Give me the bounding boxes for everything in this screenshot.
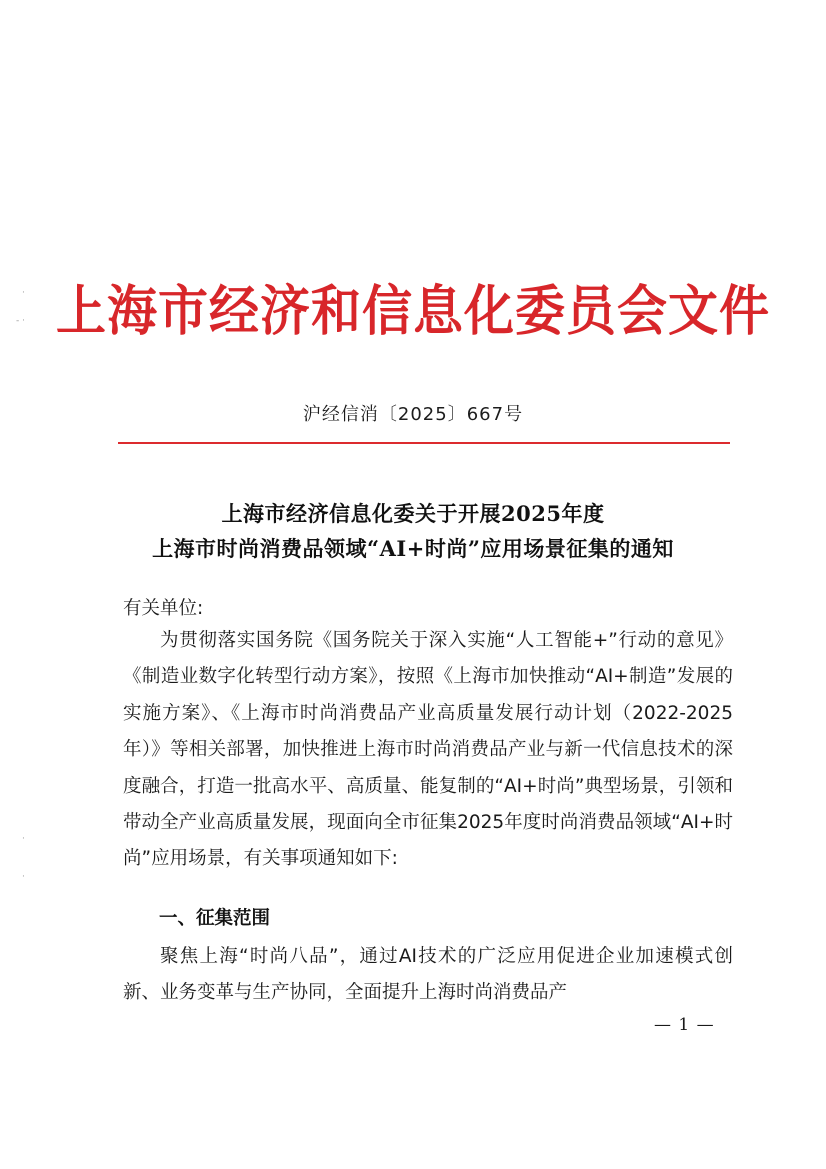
document-number: 沪经信消〔2025〕667号 xyxy=(302,404,524,425)
scan-mark: · xyxy=(22,288,25,298)
scan-mark: · xyxy=(22,872,25,882)
scan-mark: - · xyxy=(16,316,25,326)
addressee: 有关单位: xyxy=(123,598,204,619)
body-paragraph-scope: 聚焦上海“时尚八品”，通过AI技术的广泛应用促进企业加速模式创新、业务变革与生产协同，全面提升上海时尚消费品产 xyxy=(123,946,733,1004)
page-number: — 1 — xyxy=(654,1015,715,1035)
section-heading: 一、征集范围 xyxy=(159,908,271,929)
document-title-line-2: 上海市时尚消费品领域“AI+时尚”应用场景征集的通知 xyxy=(152,536,674,561)
body-paragraph-intro: 为贯彻落实国务院《国务院关于深入实施“人工智能+”行动的意见》《制造业数字化转型行动方案》，按照《上海市加快推动“AI+制造”发展的实施方案》、《上海市时尚消费品产业高质量发展行动计划（2022-2025年）》等相关部署，加快推进上海市时尚消费品产业与新一代信息技术的深度融合，打造一批高水平、高质量、能复制的“AI+时尚”典型场景，引领和带动全产业高质量发展，现面向全市征集2025年度时尚消费品领域“AI+时尚”应用场景，有关事项通知如下: xyxy=(123,630,733,870)
issuer-header: 上海市经济和信息化委员会文件 xyxy=(56,278,770,343)
red-divider-line xyxy=(118,442,730,444)
scan-mark: · xyxy=(22,834,25,844)
document-title-line-1: 上海市经济信息化委关于开展2025年度 xyxy=(221,501,605,526)
